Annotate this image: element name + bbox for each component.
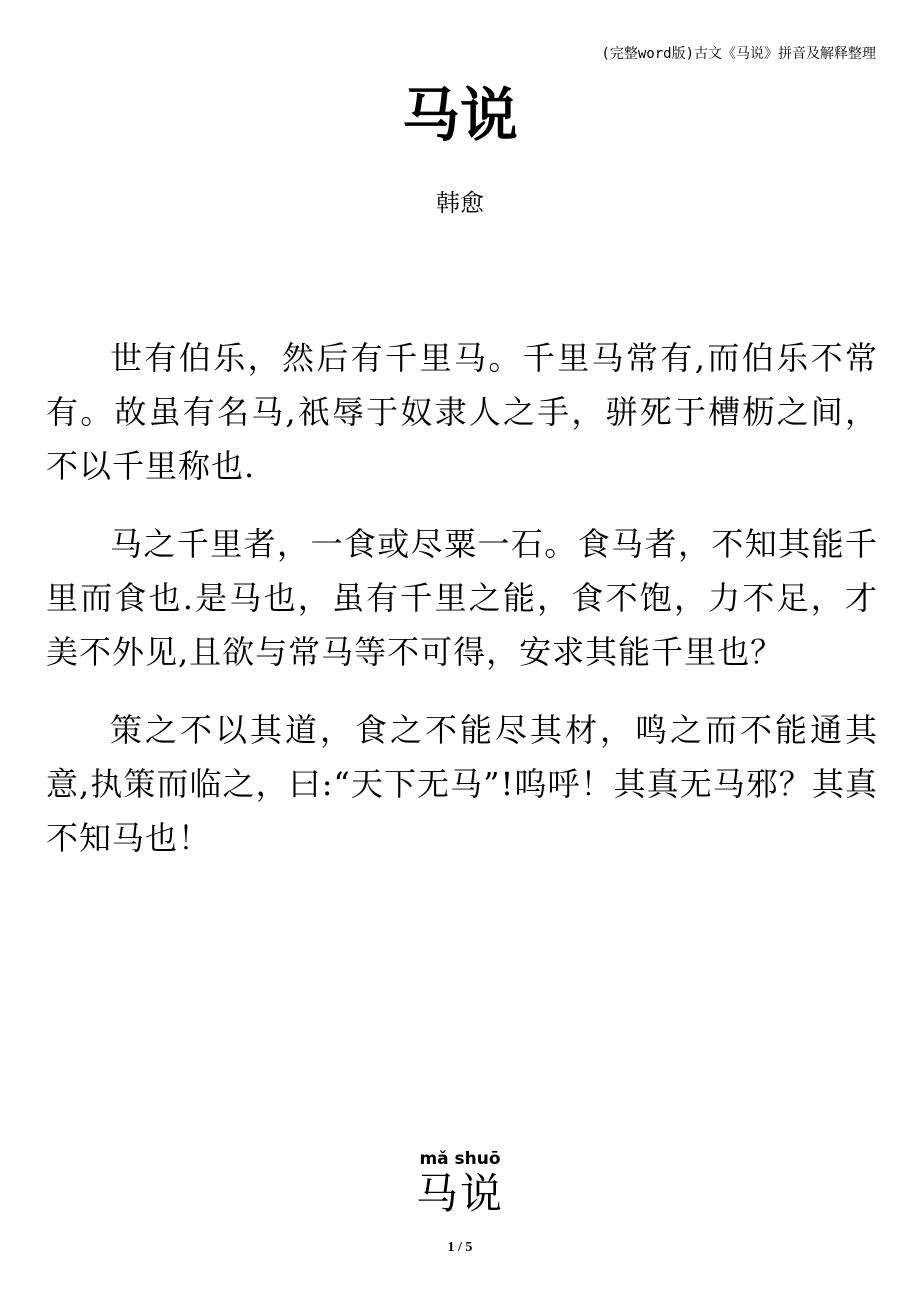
pinyin-text: mǎ shuō <box>419 1149 501 1169</box>
paragraph-3: 策之不以其道，食之不能尽其材，鸣之而不能通其意,执策而临之，曰:“天下无马”!呜呼！其真无马邪？其真不知马也！ <box>46 711 878 857</box>
paragraph-2: 马之千里者，一食或尽粟一石。食马者，不知其能千里而食也.是马也，虽有千里之能，食不饱，力不足，才美不外见,且欲与常马等不可得，安求其能千里也？ <box>46 525 878 671</box>
document-title: 马说 <box>401 81 518 149</box>
body-text <box>46 331 878 889</box>
author-name: 韩愈 <box>436 189 484 217</box>
page-number: 1 / 5 <box>447 1240 473 1255</box>
pinyin-section <box>0 1148 920 1218</box>
paragraph-1: 世有伯乐，然后有千里马。千里马常有,而伯乐不常有。故虽有名马,祇辱于奴隶人之手，骈死于槽枥之间，不以千里称也. <box>46 339 878 485</box>
document-header: (完整word版)古文《马说》拼音及解释整理 <box>601 46 876 62</box>
pinyin-characters: 马说 <box>415 1169 504 1218</box>
